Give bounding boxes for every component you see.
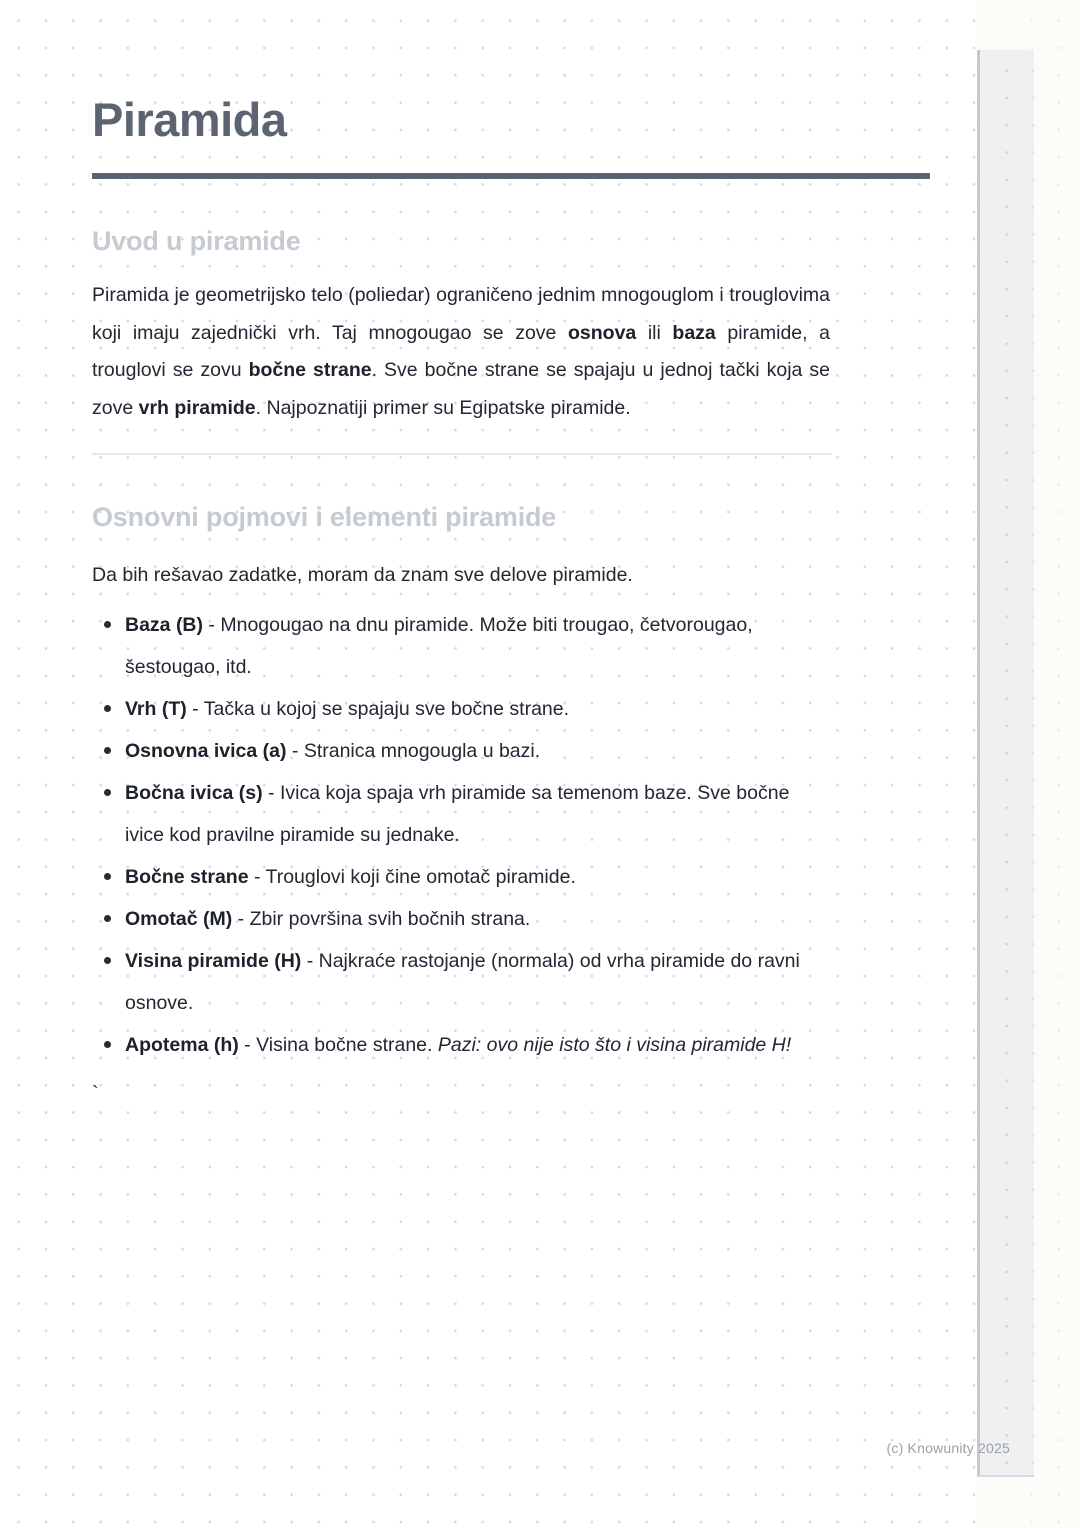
list-item-term: Bočna ivica (s) (125, 781, 263, 804)
intro-text-segment: ili (636, 321, 673, 344)
list-item-term: Visina piramide (H) (125, 949, 302, 972)
term-osnova: osnova (567, 321, 637, 344)
list-item (125, 940, 830, 1024)
list-item-separator: - (238, 1033, 257, 1056)
list-item-description: Trouglovi koji čine omotač piramide. (265, 865, 576, 888)
next-page-edge (977, 50, 1034, 1477)
list-item-description: Visina bočne strane. (256, 1033, 438, 1056)
list-item-description: Zbir površina svih bočnih strana. (249, 907, 531, 930)
list-item-term: Vrh (T) (125, 697, 187, 720)
list-item-separator: - (203, 613, 221, 636)
list-item-separator: - (232, 907, 250, 930)
viewer-background (1031, 0, 1080, 1528)
list-item-separator: - (186, 697, 204, 720)
list-item-term: Bočne strane (125, 865, 249, 888)
term-baza: baza (672, 321, 716, 344)
list-item (125, 856, 830, 898)
intro-text-segment: Piramida je geometrijsko telo (poliedar) ograničeno jednim mnogouglom i trouglovima koji imaju zajednički vrh. Taj mnogougao se zove (92, 284, 830, 344)
section-heading-concepts: Osnovni pojmovi i elementi piramide (92, 502, 557, 533)
title-underline (92, 173, 930, 179)
list-item-separator: - (248, 865, 266, 888)
intro-paragraph (92, 277, 830, 427)
list-item (125, 898, 830, 940)
section-heading-intro: Uvod u piramide (92, 226, 301, 256)
list-item-description: Tačka u kojoj se spajaju sve bočne strane. (203, 697, 570, 720)
list-item (125, 604, 830, 688)
concepts-intro: Da bih rešavao zadatke, moram da znam sve delove piramide. (92, 563, 633, 586)
list-item-term: Apotema (h) (125, 1033, 239, 1056)
list-item-term: Baza (B) (125, 613, 204, 636)
list-item-description: Stranica mnogougla u bazi. (303, 739, 541, 762)
footer-watermark: (c) Knowunity 2025 (886, 1440, 1010, 1456)
list-item-note: Pazi: ovo nije isto što i visina piramide H! (437, 1033, 792, 1056)
term-bocne-strane: bočne strane (248, 359, 372, 382)
section-divider (92, 453, 832, 455)
note-content (92, 93, 831, 1108)
list-item (125, 772, 830, 856)
list-item-separator: - (262, 781, 280, 804)
intro-text-segment: . Najpoznatiji primer su Egipatske piramide. (255, 396, 631, 419)
list-item-separator: - (301, 949, 319, 972)
page-title: Piramida (92, 93, 287, 146)
list-item-separator: - (286, 739, 304, 762)
concepts-list (92, 604, 830, 1066)
list-item (125, 688, 830, 730)
list-item (125, 730, 830, 772)
list-item-description: Ivica koja spaja vrh piramide sa temenom baze. Sve bočne ivice kod pravilne piramide su jednake. (125, 781, 790, 846)
list-item-term: Omotač (M) (125, 907, 233, 930)
term-vrh-piramide: vrh piramide (138, 396, 256, 419)
intro-text-segment: . Sve bočne strane se spajaju u jednoj tački koja se zove (92, 359, 831, 419)
list-item-description: Mnogougao na dnu piramide. Može biti trougao, četvorougao, šestougao, itd. (125, 613, 753, 678)
intro-text-segment: piramide, a trouglovi se zovu (92, 321, 830, 382)
list-item (125, 1024, 830, 1066)
list-item-description: Najkraće rastojanje (normala) od vrha piramide do ravni osnove. (125, 949, 800, 1014)
list-item-term: Osnovna ivica (a) (125, 739, 287, 762)
stray-backtick: ` (92, 1082, 99, 1105)
